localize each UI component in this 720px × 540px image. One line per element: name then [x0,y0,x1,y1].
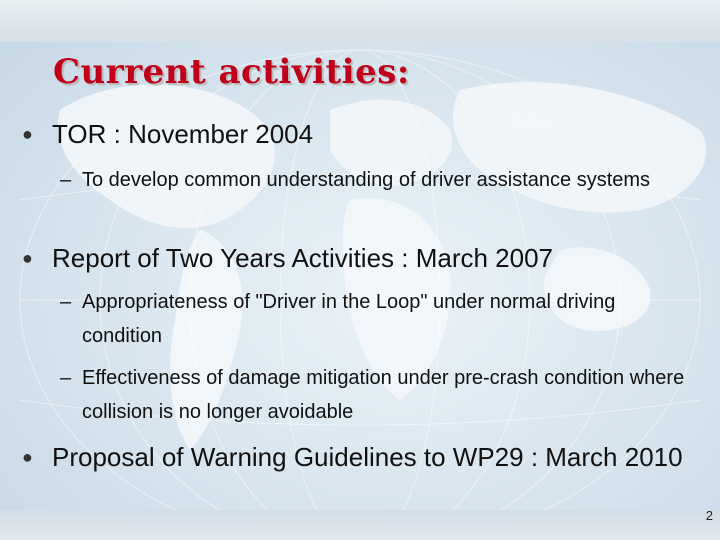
bullet-text: Proposal of Warning Guidelines to WP29 : March 2010 [52,442,683,472]
slide-title: Current activities: [53,52,410,92]
bullet-icon: ● [22,124,33,144]
sub-bullet-text: Effectiveness of damage mitigation under pre-crash condition where collision is no longer avoidable [82,367,685,423]
bullet-icon: ● [22,447,33,467]
sub-bullet-text: To develop common understanding of driver assistance systems [82,169,651,191]
dash-icon: – [60,367,72,389]
sub-bullet-text: Appropriateness of "Driver in the Loop" under normal driving condition [82,291,616,347]
dash-icon: – [60,291,72,313]
bullet-icon: ● [22,248,33,268]
bullet-text: Report of Two Years Activities : March 2007 [52,243,554,273]
dash-icon: – [60,169,72,191]
page-number: 2 [705,508,713,523]
bullet-text: TOR : November 2004 [52,119,314,149]
footer-band [0,510,720,540]
